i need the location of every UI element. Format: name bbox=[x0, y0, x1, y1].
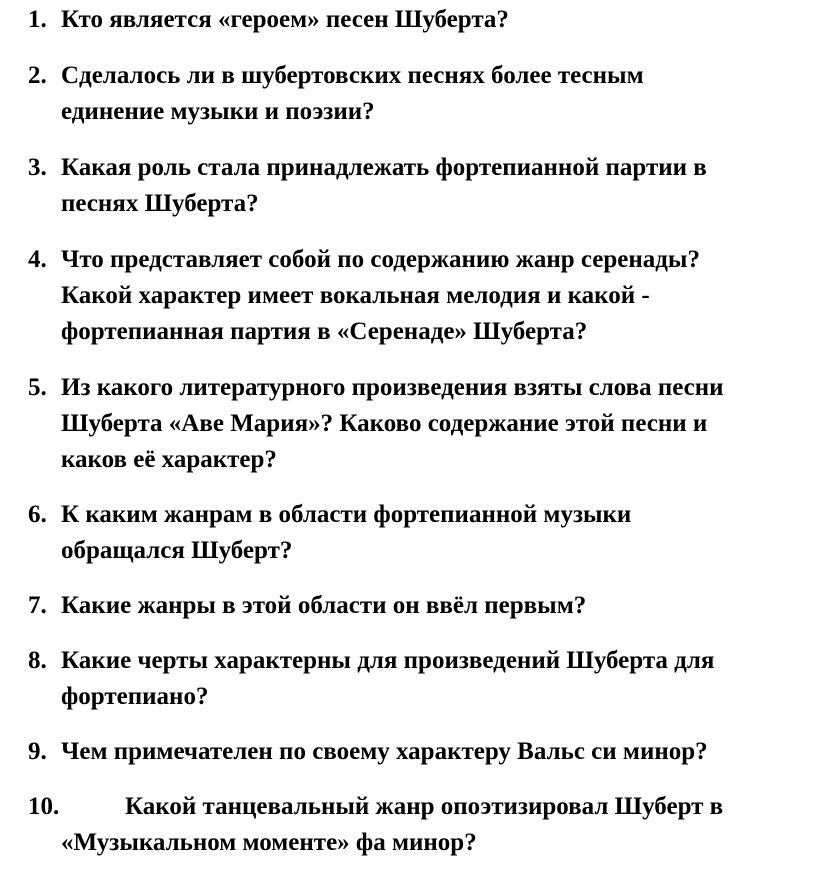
question-9 bbox=[0, 734, 812, 770]
question-2 bbox=[0, 58, 812, 130]
question-text: Сделалось ли в шубертовских песнях более тесным единение музыки и поэзии? bbox=[61, 62, 644, 125]
question-number: 5. bbox=[28, 374, 47, 401]
question-number: 4. bbox=[28, 246, 47, 273]
question-8 bbox=[0, 643, 812, 715]
question-text: Чем примечателен по своему характеру Вальс си минор? bbox=[61, 738, 708, 765]
question-text: Какая роль стала принадлежать фортепианной партии в песнях Шуберта? bbox=[61, 154, 707, 217]
question-text-line-2: «Музыкальном моменте» фа минор? bbox=[61, 829, 477, 856]
question-number: 1. bbox=[28, 6, 47, 33]
question-text: Какие жанры в этой области он ввёл первым? bbox=[61, 592, 587, 619]
question-number: 9. bbox=[28, 738, 47, 765]
question-10 bbox=[0, 789, 812, 861]
question-number: 3. bbox=[28, 154, 47, 181]
question-number: 10. bbox=[28, 793, 60, 820]
question-6 bbox=[0, 497, 812, 569]
question-number: 8. bbox=[28, 647, 47, 674]
question-1 bbox=[0, 2, 812, 38]
question-4 bbox=[0, 242, 812, 350]
question-text: К каким жанрам в области фортепианной музыки обращался Шуберт? bbox=[61, 501, 632, 564]
question-number: 2. bbox=[28, 62, 47, 89]
question-text: Кто является «героем» песен Шуберта? bbox=[61, 6, 509, 33]
question-text: Какие черты характерны для произведений Шуберта для фортепиано? bbox=[61, 647, 715, 710]
question-7 bbox=[0, 588, 812, 624]
question-5 bbox=[0, 370, 812, 478]
question-number: 7. bbox=[28, 592, 47, 619]
question-3 bbox=[0, 150, 812, 222]
question-text-line-1: Какой танцевальный жанр опоэтизировал Шуберт в bbox=[125, 793, 724, 820]
question-text: Что представляет собой по содержанию жанр серенады? Какой характер имеет вокальная мелодия и какой - фортепианная партия в «Серенаде» Шуберта? bbox=[61, 246, 700, 345]
question-text: Из какого литературного произведения взяты слова песни Шуберта «Аве Мария»? Каково содержание этой песни и каков её характер? bbox=[61, 374, 724, 473]
question-number: 6. bbox=[28, 501, 47, 528]
